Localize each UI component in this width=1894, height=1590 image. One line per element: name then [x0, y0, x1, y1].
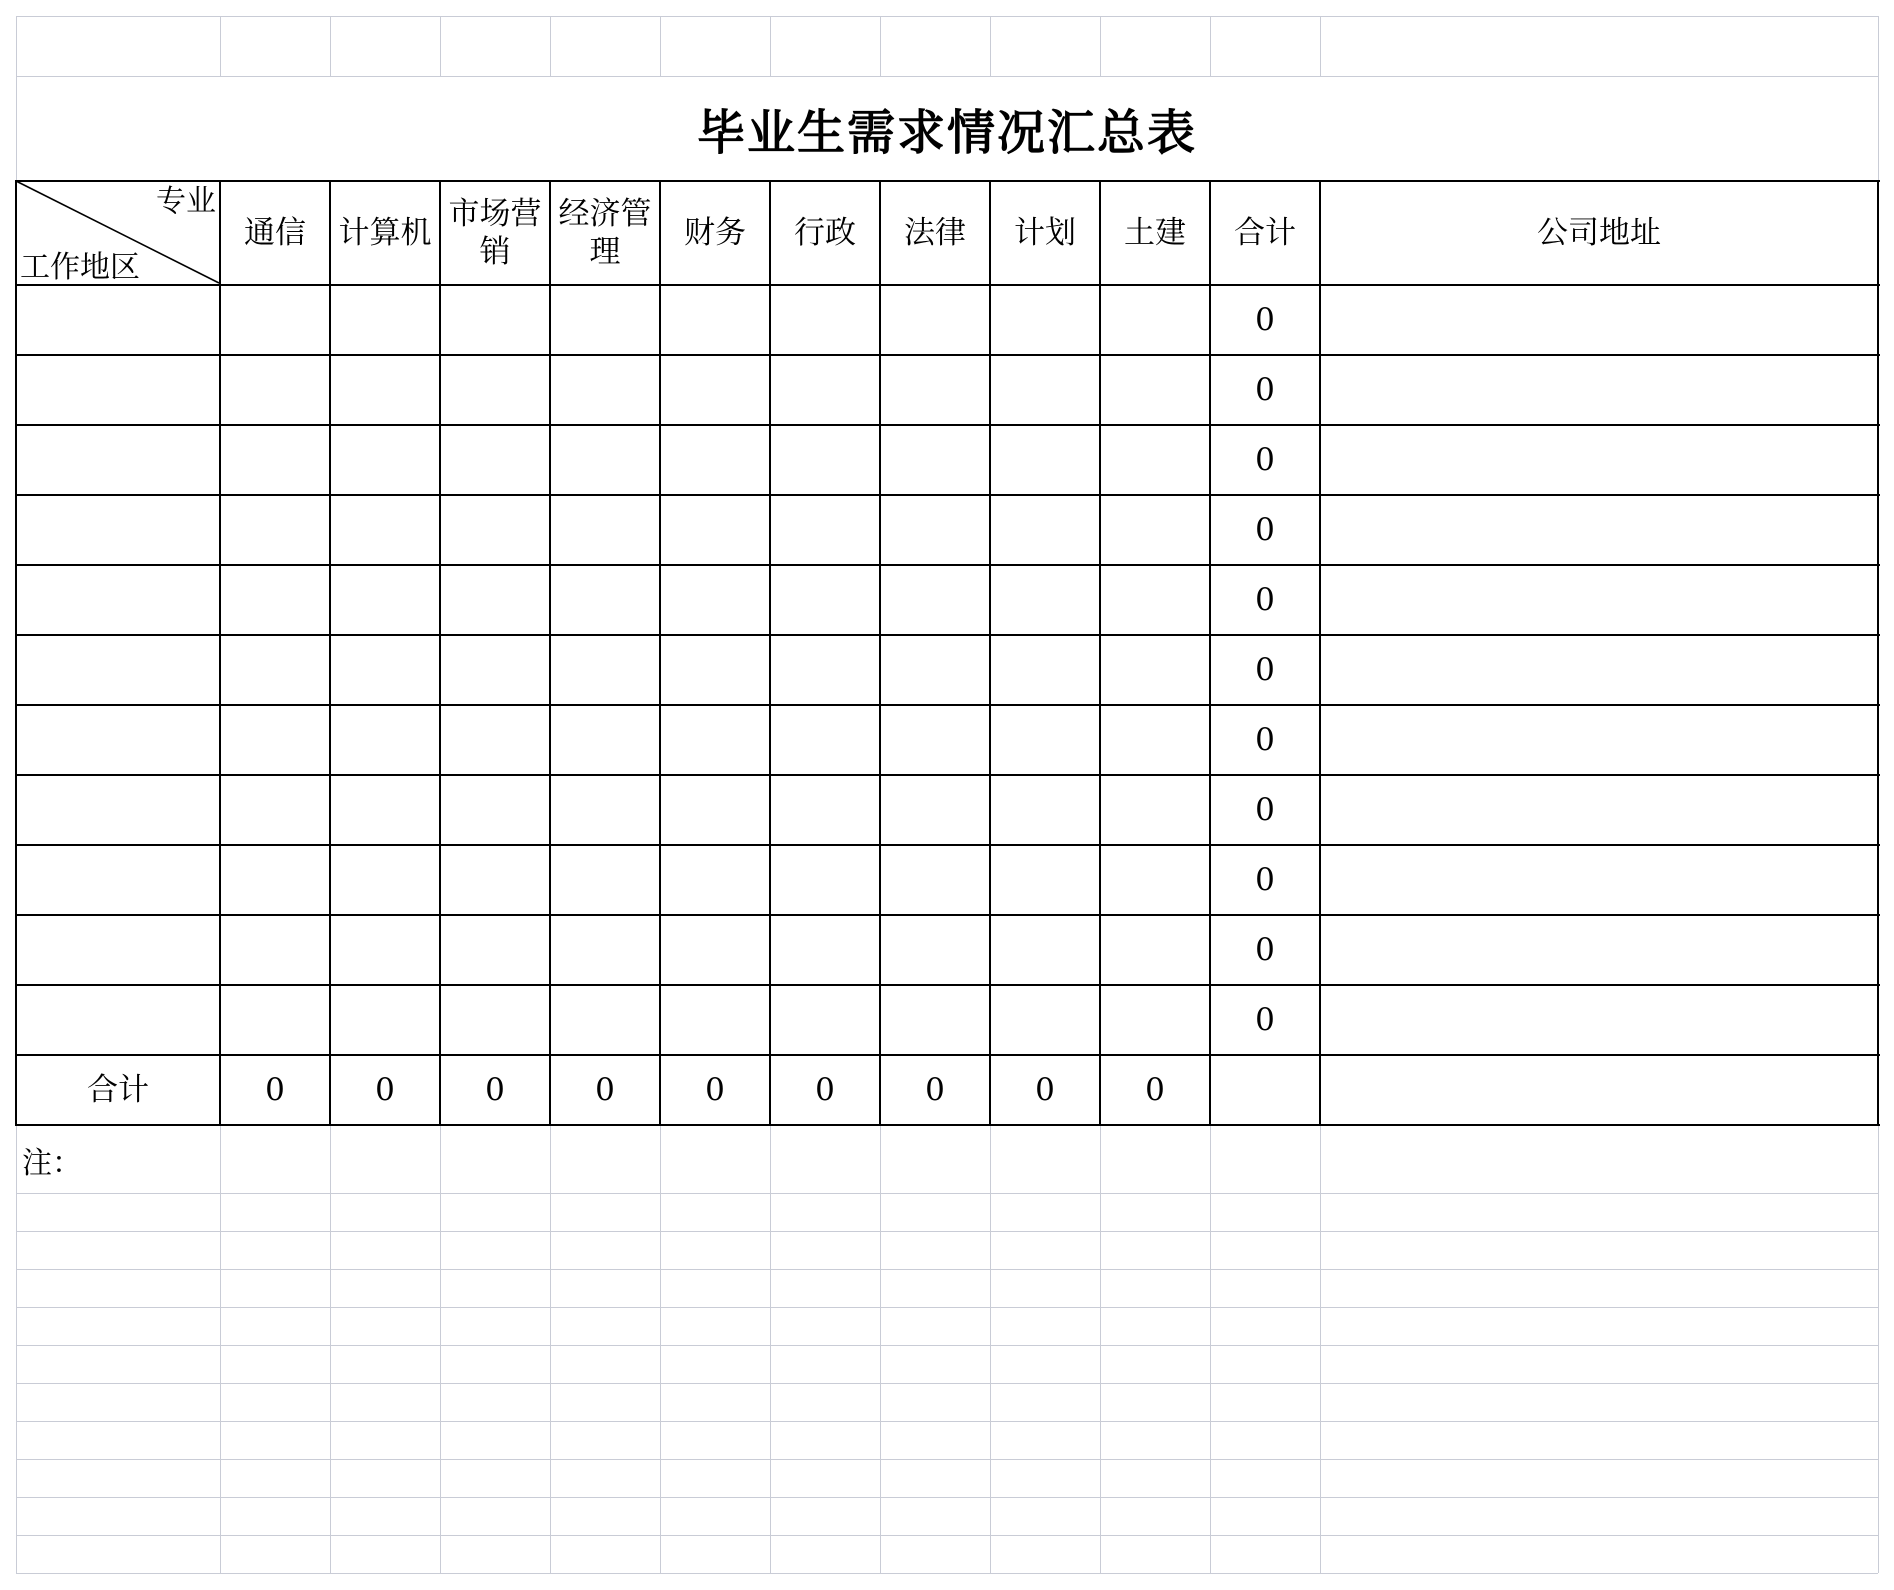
row-total-cell: 0 [1255, 302, 1275, 338]
gridline-col [220, 1125, 221, 1573]
gridline-row [16, 1535, 1878, 1536]
row-total-cell: 0 [1255, 932, 1275, 968]
gridline-row [16, 1231, 1878, 1232]
footer-total-label: 合计 [87, 1072, 149, 1108]
table-border-col [989, 180, 991, 1126]
gridline-col [330, 1125, 331, 1573]
gridline-row [16, 1459, 1878, 1460]
gridline-col [16, 76, 17, 182]
table-border-col [1099, 180, 1101, 1126]
footer-total-cell: 0 [705, 1072, 725, 1108]
gridline-col [16, 16, 17, 76]
gridline-row [16, 1193, 1878, 1194]
row-total-cell: 0 [1255, 862, 1275, 898]
note-label: 注： [22, 1146, 82, 1181]
column-header: 法律 [904, 215, 966, 251]
row-total-cell: 0 [1255, 442, 1275, 478]
table-border-row [15, 704, 1880, 706]
gridline-row [16, 1307, 1878, 1308]
row-total-cell: 0 [1255, 582, 1275, 618]
gridline-row [16, 76, 1878, 77]
column-header: 通信 [244, 215, 306, 251]
table-border-row [15, 424, 1880, 426]
row-total-cell: 0 [1255, 652, 1275, 688]
footer-total-cell: 0 [1035, 1072, 1055, 1108]
column-header: 公司地址 [1537, 215, 1661, 251]
gridline-col [1320, 16, 1321, 76]
footer-total-cell: 0 [265, 1072, 285, 1108]
gridline-col [330, 16, 331, 76]
table-border-col [219, 180, 221, 1126]
gridline-col [440, 1125, 441, 1573]
table-border-row [15, 564, 1880, 566]
table-border-col [769, 180, 771, 1126]
table-border-col [659, 180, 661, 1126]
footer-total-cell: 0 [925, 1072, 945, 1108]
row-total-cell: 0 [1255, 372, 1275, 408]
table-border-col [879, 180, 881, 1126]
footer-total-cell: 0 [375, 1072, 395, 1108]
footer-total-cell: 0 [1145, 1072, 1165, 1108]
table-border-row [15, 494, 1880, 496]
gridline-col [1878, 1125, 1879, 1573]
gridline-col [660, 16, 661, 76]
table-border-col [15, 180, 17, 1126]
gridline-row [16, 1497, 1878, 1498]
table-border-col [549, 180, 551, 1126]
row-total-cell: 0 [1255, 1002, 1275, 1038]
column-header: 市场营销 [448, 196, 542, 270]
table-border-col [1877, 180, 1879, 1126]
column-header: 经济管理 [558, 196, 652, 270]
gridline-col [1320, 1125, 1321, 1573]
gridline-col [16, 1125, 17, 1573]
footer-total-cell: 0 [485, 1072, 505, 1108]
column-header: 行政 [794, 215, 856, 251]
corner-header-region: 工作地区 [20, 250, 140, 285]
gridline-col [660, 1125, 661, 1573]
corner-diagonal-line [0, 0, 1, 1]
column-header: 土建 [1124, 215, 1186, 251]
gridline-row [16, 16, 1878, 17]
column-header: 计算机 [338, 215, 432, 251]
table-border-row [15, 774, 1880, 776]
gridline-col [1100, 16, 1101, 76]
gridline-col [880, 16, 881, 76]
gridline-col [770, 1125, 771, 1573]
gridline-col [220, 16, 221, 76]
table-border-col [329, 180, 331, 1126]
gridline-row [16, 1383, 1878, 1384]
gridline-row [16, 1269, 1878, 1270]
gridline-col [880, 1125, 881, 1573]
column-header: 计划 [1014, 215, 1076, 251]
gridline-col [990, 16, 991, 76]
gridline-row [16, 1573, 1878, 1574]
row-total-cell: 0 [1255, 512, 1275, 548]
table-border-row [15, 634, 1880, 636]
column-header: 财务 [684, 215, 746, 251]
table-border-row [15, 844, 1880, 846]
gridline-col [440, 16, 441, 76]
gridline-col [990, 1125, 991, 1573]
gridline-row [16, 1345, 1878, 1346]
column-header: 合计 [1234, 215, 1296, 251]
corner-header-major: 专业 [156, 184, 216, 219]
gridline-col [770, 16, 771, 76]
table-border-row [15, 914, 1880, 916]
gridline-row [16, 1421, 1878, 1422]
row-total-cell: 0 [1255, 722, 1275, 758]
gridline-col [1210, 1125, 1211, 1573]
table-border-col [439, 180, 441, 1126]
row-total-cell: 0 [1255, 792, 1275, 828]
gridline-col [1210, 16, 1211, 76]
table-border-row [15, 354, 1880, 356]
table-border-row [15, 984, 1880, 986]
gridline-col [1100, 1125, 1101, 1573]
gridline-col [550, 16, 551, 76]
gridline-col [1878, 16, 1879, 76]
footer-total-cell: 0 [815, 1072, 835, 1108]
gridline-col [1878, 76, 1879, 182]
sheet-title: 毕业生需求情况汇总表 [696, 104, 1197, 161]
gridline-col [550, 1125, 551, 1573]
footer-total-cell: 0 [595, 1072, 615, 1108]
